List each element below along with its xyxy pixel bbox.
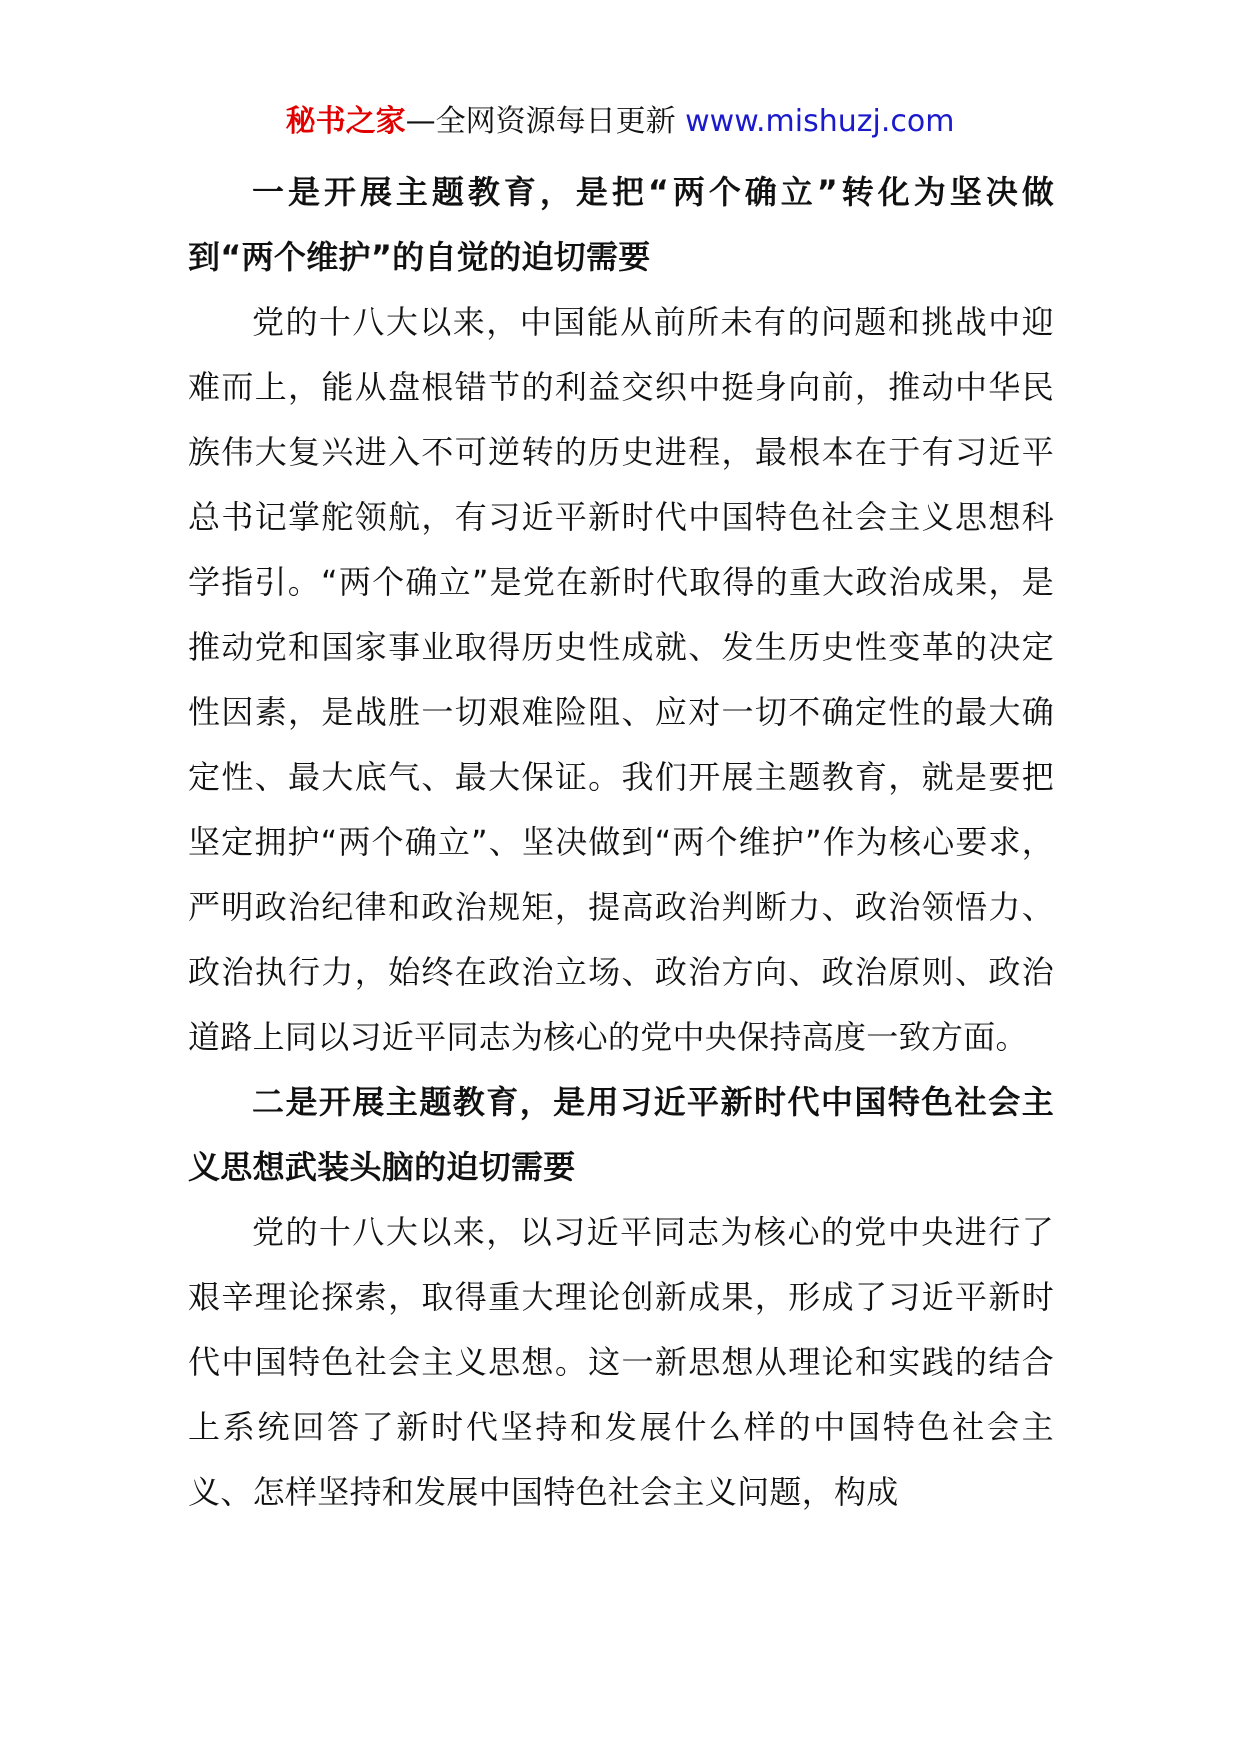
section-heading-1: 一是开展主题教育，是把“两个确立”转化为坚决做到“两个维护”的自觉的迫切需要	[188, 173, 1054, 276]
website-link[interactable]: www.mishuzj.com	[685, 104, 955, 139]
document-body	[188, 160, 1054, 1525]
header-slogan: —全网资源每日更新	[405, 104, 676, 139]
section-heading-2: 二是开展主题教育，是用习近平新时代中国特色社会主义思想武装头脑的迫切需要	[188, 1083, 1054, 1186]
page-header	[0, 100, 1240, 144]
brand-name: 秘书之家	[285, 104, 406, 139]
section-paragraph-1: 党的十八大以来，中国能从前所未有的问题和挑战中迎难而上，能从盘根错节的利益交织中挺身向前，推动中华民族伟大复兴进入不可逆转的历史进程，最根本在于有习近平总书记掌舵领航，有习近平新时代中国特色社会主义思想科学指引。“两个确立”是党在新时代取得的重大政治成果，是推动党和国家事业取得历史性成就、发生历史性变革的决定性因素，是战胜一切艰难险阻、应对一切不确定性的最大确定性、最大底气、最大保证。我们开展主题教育，就是要把坚定拥护“两个确立”、坚决做到“两个维护”作为核心要求，严明政治纪律和政治规矩，提高政治判断力、政治领悟力、政治执行力，始终在政治立场、政治方向、政治原则、政治道路上同以习近平同志为核心的党中央保持高度一致方面。	[188, 303, 1054, 1056]
section-paragraph-2: 党的十八大以来，以习近平同志为核心的党中央进行了艰辛理论探索，取得重大理论创新成果，形成了习近平新时代中国特色社会主义思想。这一新思想从理论和实践的结合上系统回答了新时代坚持和发展什么样的中国特色社会主义、怎样坚持和发展中国特色社会主义问题，构成	[188, 1213, 1054, 1511]
